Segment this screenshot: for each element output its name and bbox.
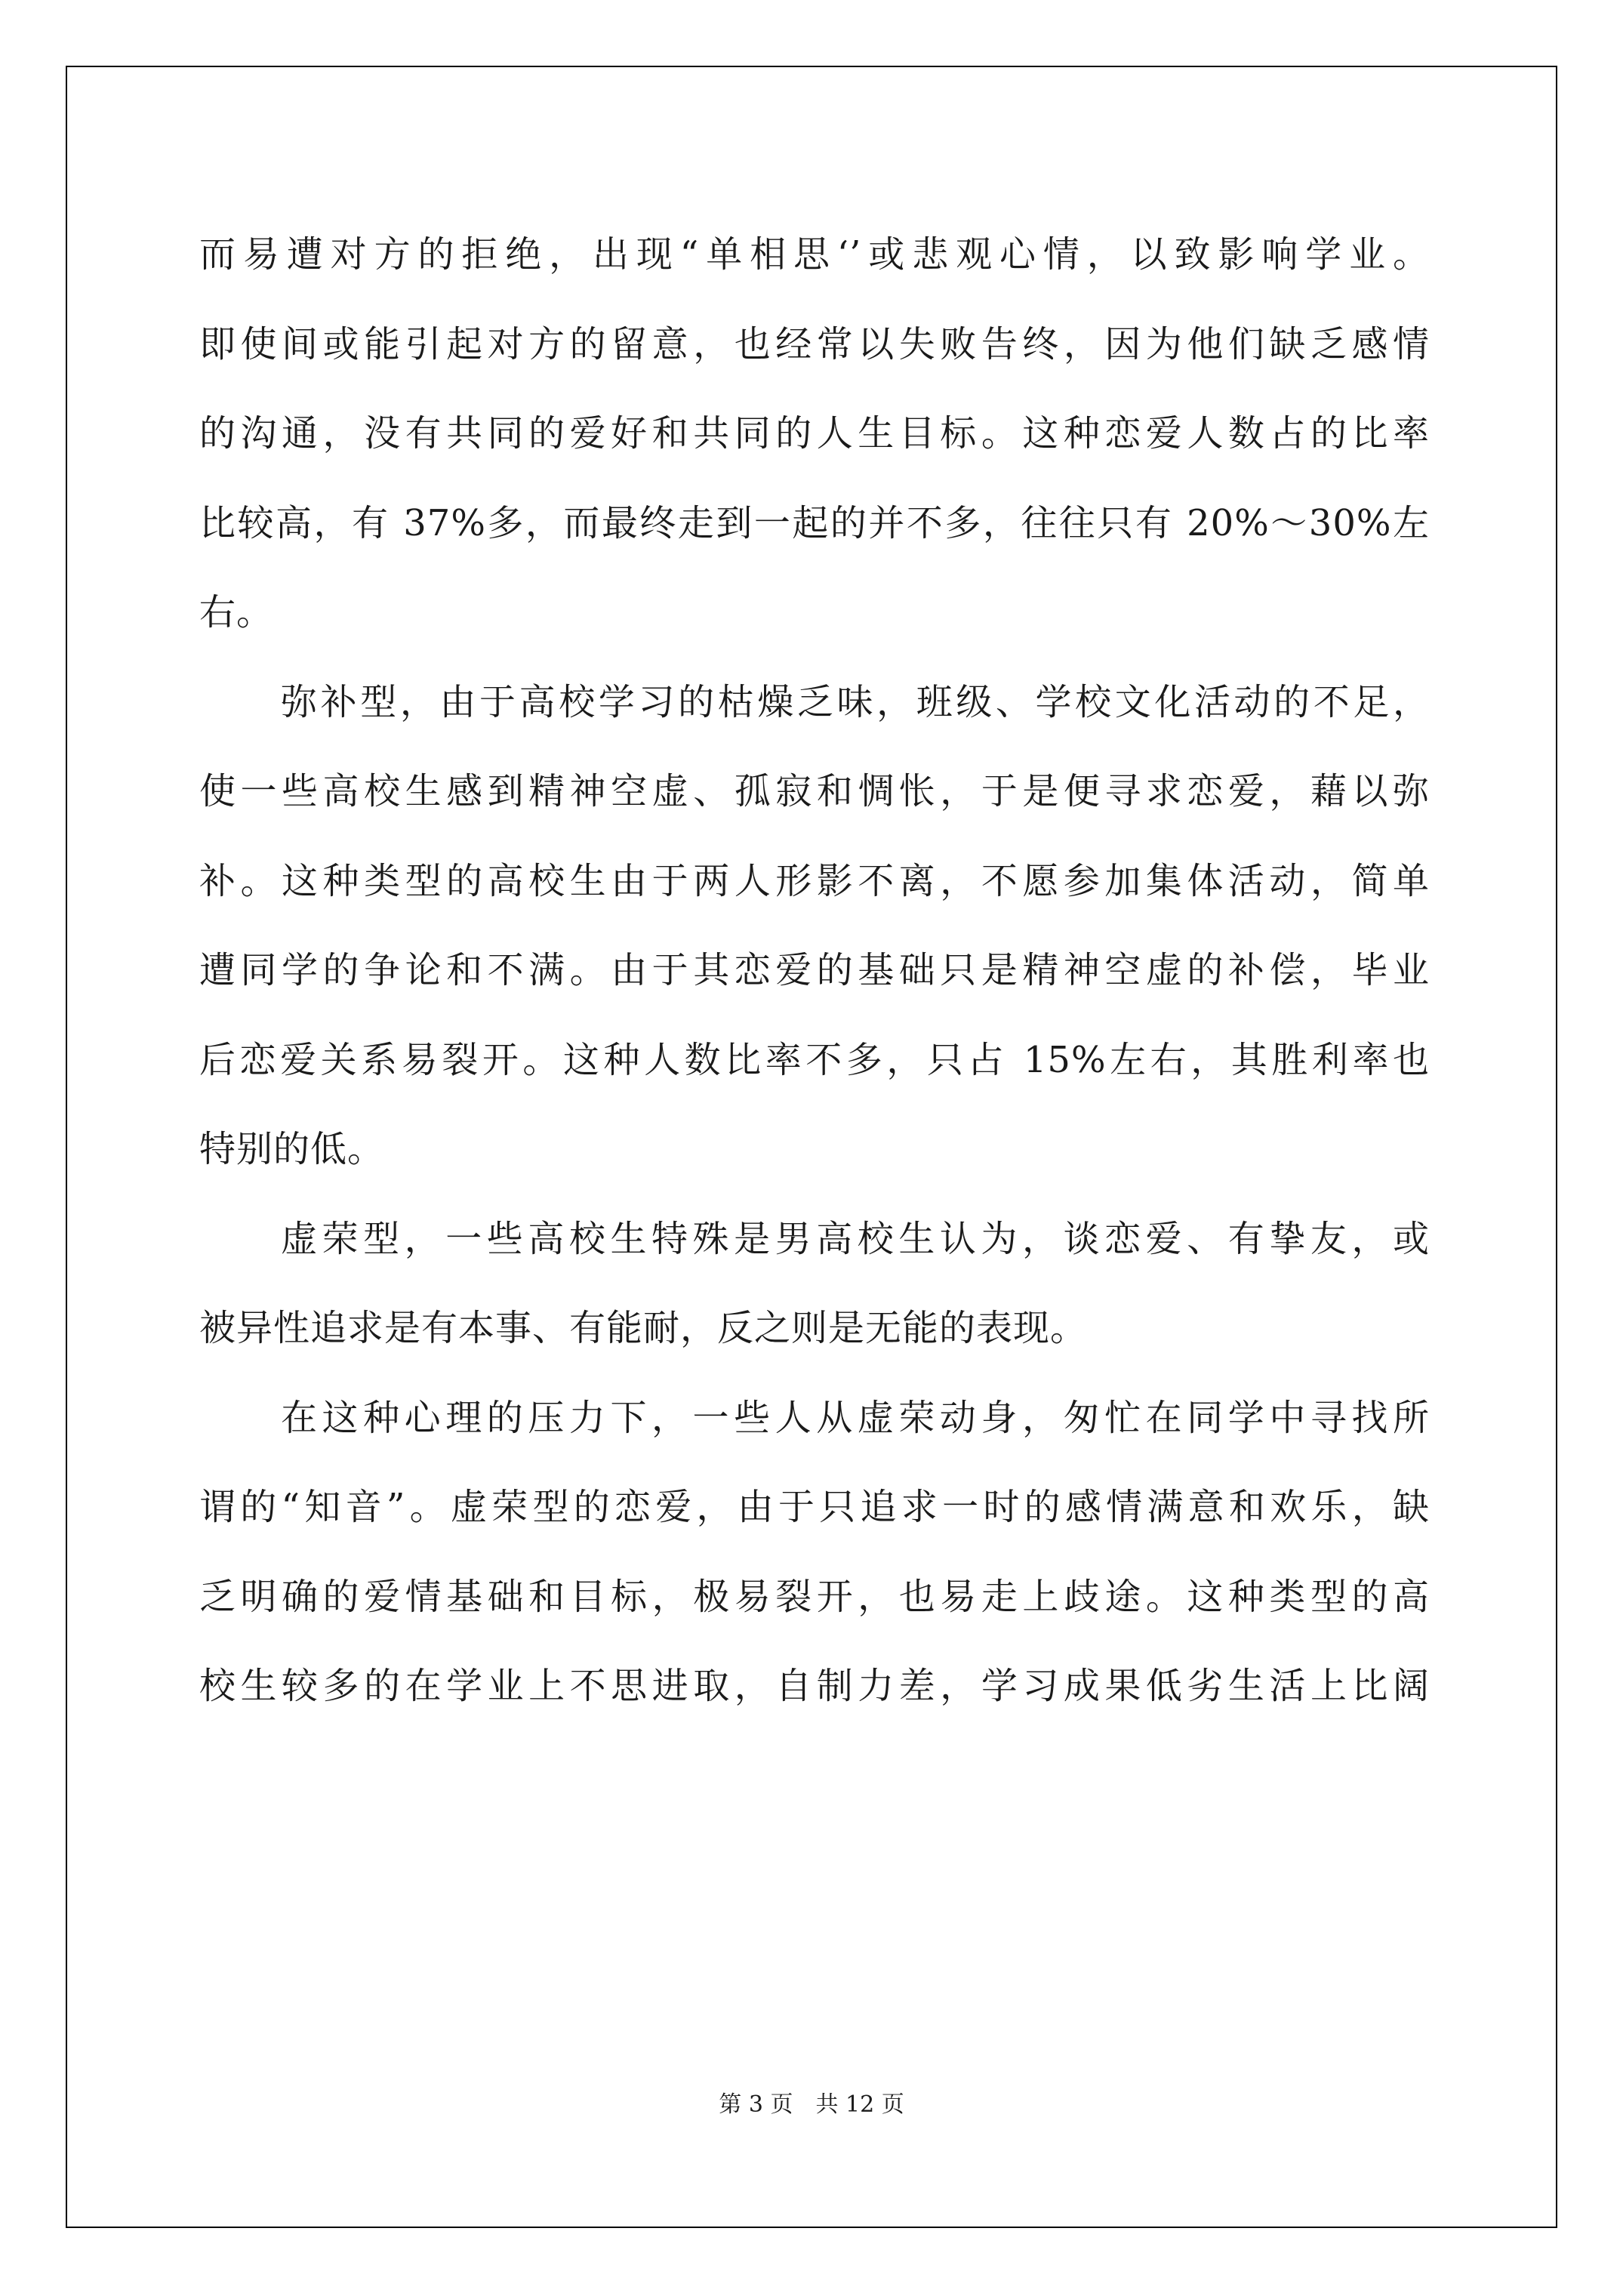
- text-line: 右。: [199, 591, 274, 633]
- text-line: 校生较多的在学业上不思进取，自制力差，学习成果低劣生活上比阔: [199, 1665, 1430, 1707]
- text-line: 比较高，有 37%多，而最终走到一起的并不多，往往只有 20%～30%左: [199, 501, 1430, 544]
- page-footer: 第 3 页 共 12 页: [719, 2091, 904, 2118]
- text-line: 虚荣型，一些高校生特殊是男高校生认为，谈恋爱、有挚友，或: [281, 1217, 1430, 1260]
- text-line: 被异性追求是有本事、有能耐，反之则是无能的表现。: [199, 1307, 1088, 1349]
- text-line: 谓的“知音”。虚荣型的恋爱，由于只追求一时的感情满意和欢乐，缺: [199, 1486, 1430, 1528]
- document-body: [199, 210, 1430, 1731]
- text-line: 特别的低。: [199, 1128, 385, 1170]
- text-line: 后恋爱关系易裂开。这种人数比率不多，只占 15%左右，其胜利率也: [199, 1038, 1430, 1081]
- text-line: 补。这种类型的高校生由于两人形影不离，不愿参加集体活动，简单: [199, 859, 1430, 902]
- text-line: 在这种心理的压力下，一些人从虚荣动身，匆忙在同学中寻找所: [281, 1396, 1430, 1439]
- text-line: 的沟通，没有共同的爱好和共同的人生目标。这种恋爱人数占的比率: [199, 412, 1430, 455]
- text-line: 而易遭对方的拒绝，出现“单相思‘’或悲观心情，以致影响学业。: [199, 233, 1430, 276]
- text-line: 乏明确的爱情基础和目标，极易裂开，也易走上歧途。这种类型的高: [199, 1575, 1430, 1618]
- text-line: 弥补型，由于高校学习的枯燥乏味，班级、学校文化活动的不足，: [281, 680, 1430, 723]
- text-line: 遭同学的争论和不满。由于其恋爱的基础只是精神空虚的补偿，毕业: [199, 949, 1430, 991]
- text-line: 使一些高校生感到精神空虚、孤寂和惆怅，于是便寻求恋爱，藉以弥: [199, 770, 1430, 812]
- text-line: 即使间或能引起对方的留意，也经常以失败告终，因为他们缺乏感情: [199, 322, 1430, 365]
